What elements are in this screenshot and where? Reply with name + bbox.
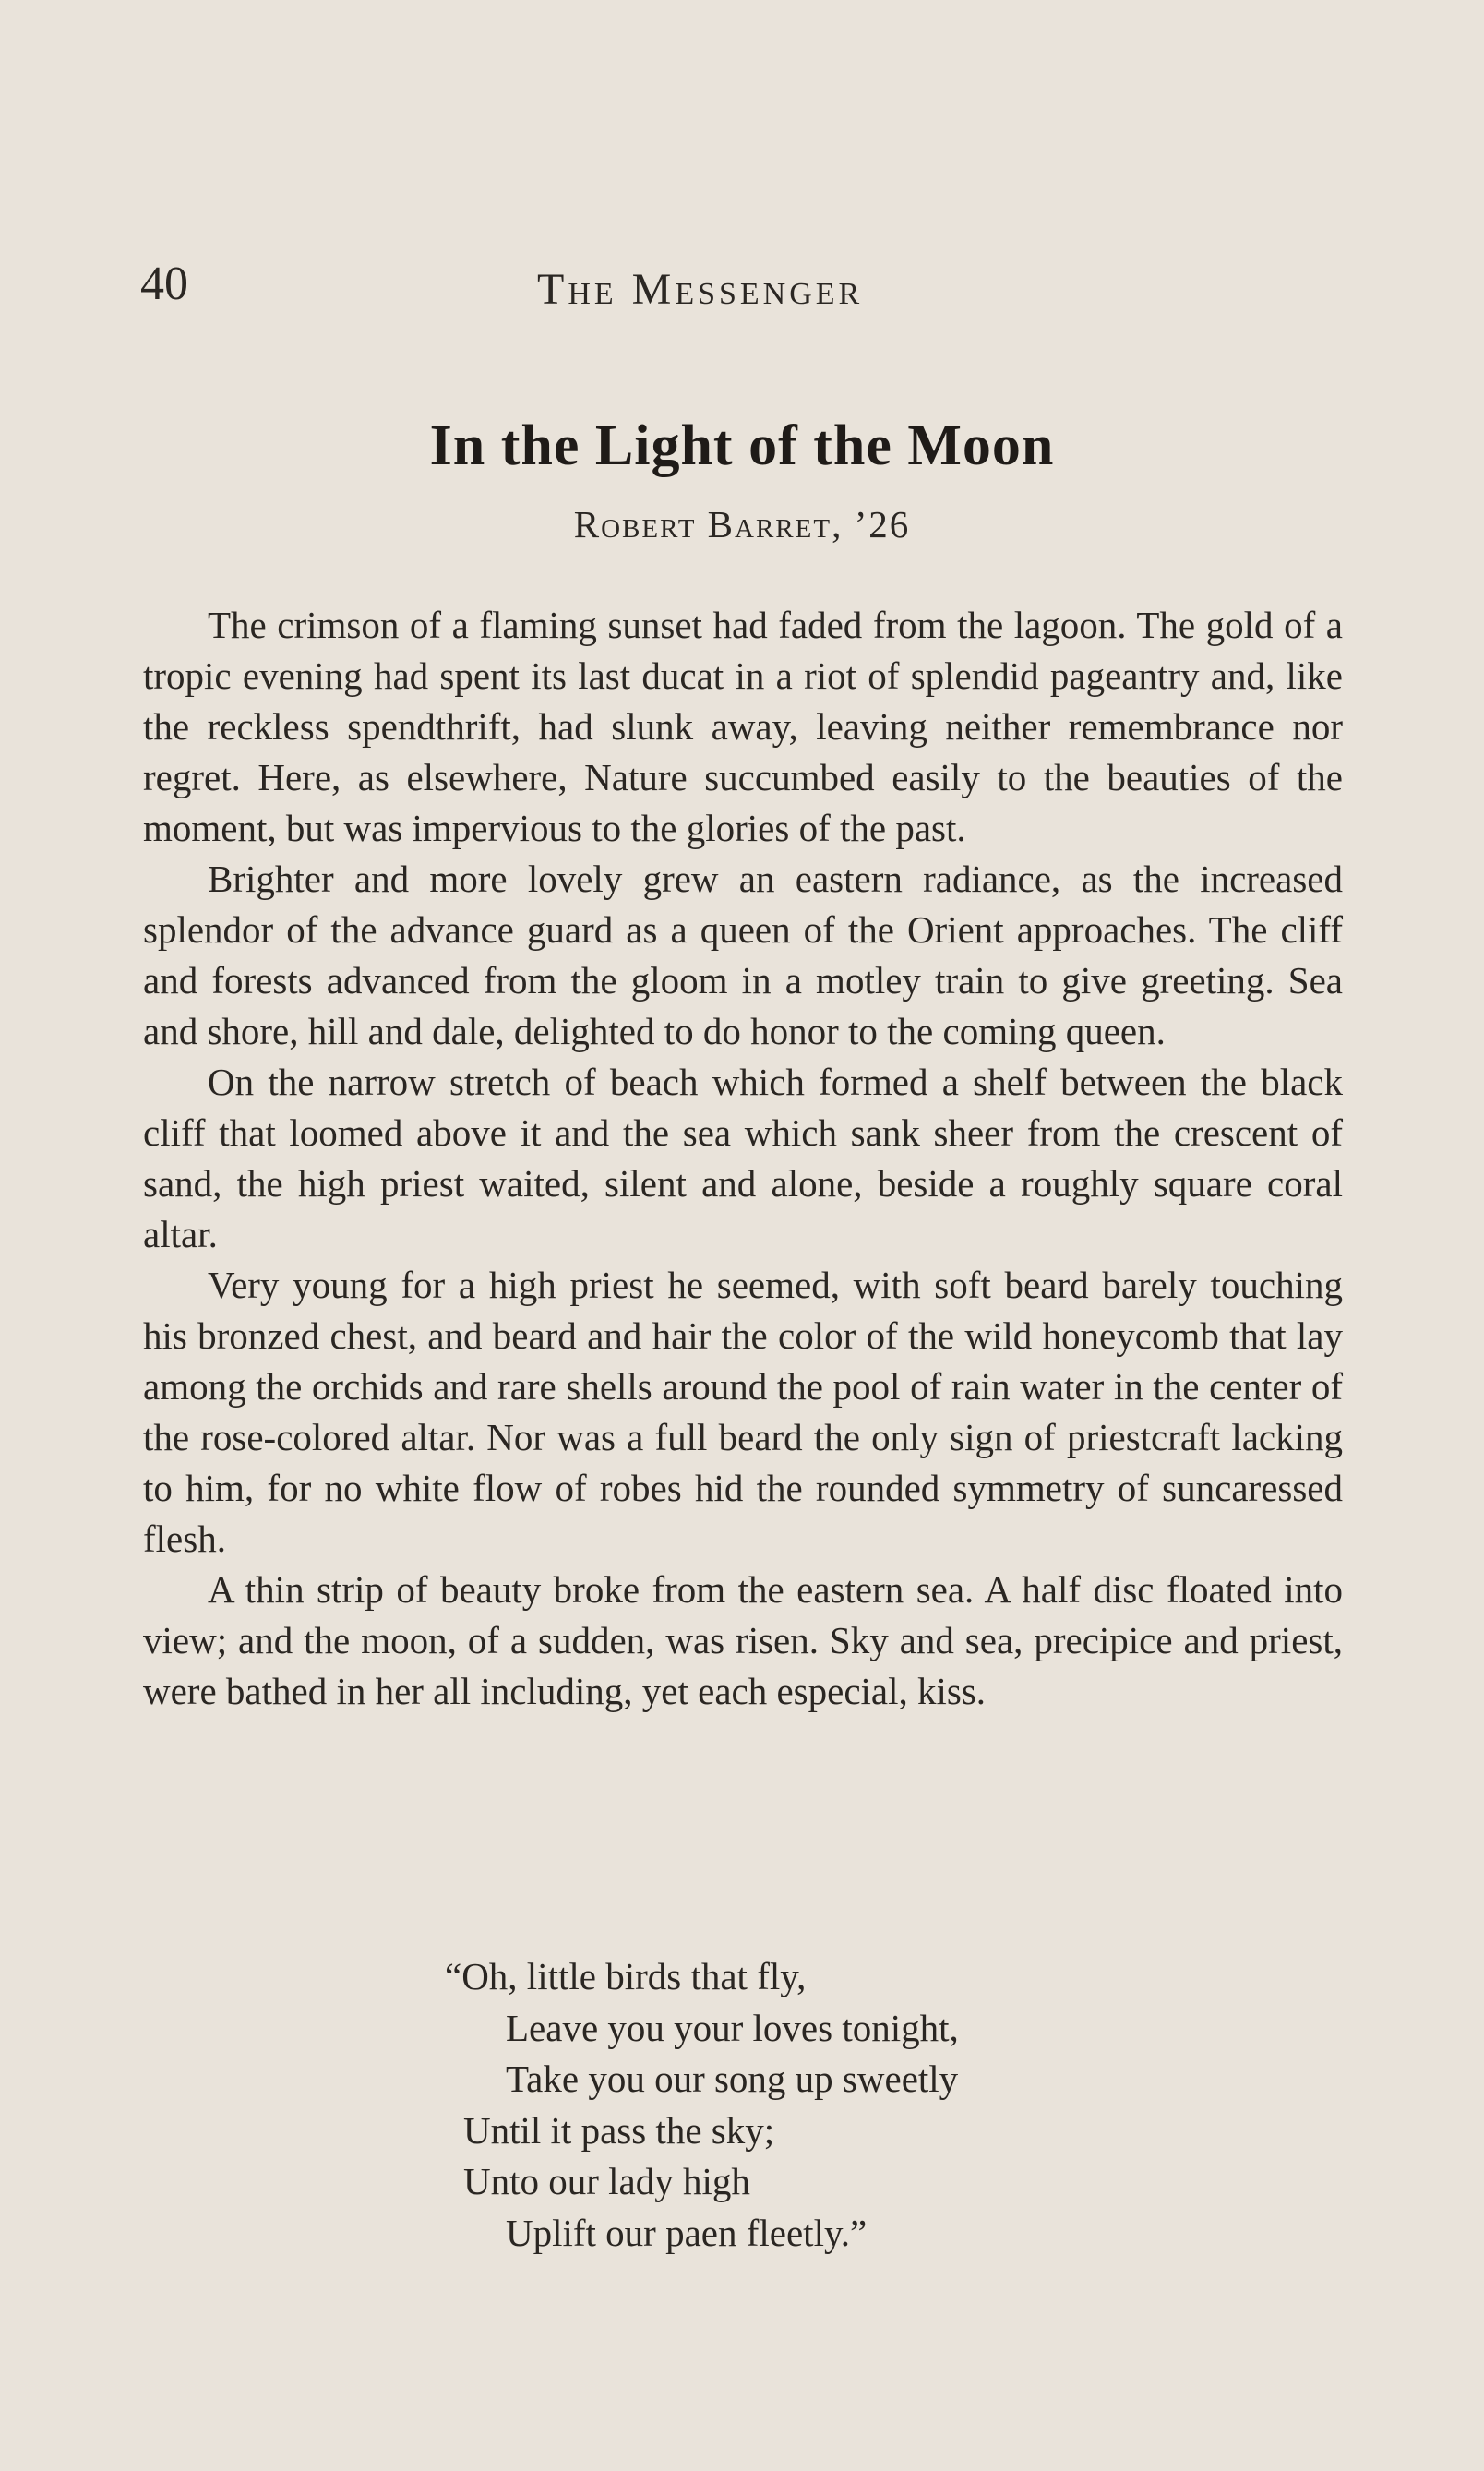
article-byline: Robert Barret, ’26 (573, 503, 911, 546)
poem-line: Until it pass the sky; (463, 2108, 775, 2152)
paragraph: A thin strip of beauty broke from the eastern sea. A half disc floated into view; and the moon, of a sudden, was risen. Sky and sea, precipice and priest, were bathed in her all including, yet each especial, kiss. (143, 1568, 1343, 1712)
poem-line: Leave you your loves tonight, (506, 2006, 959, 2049)
paragraph: Very young for a high priest he seemed, with soft beard barely touching his bronzed chest, and beard and hair the color of the wild honeycomb that lay among the orchids and rare shells around the pool of rain water in the center of the rose-colored altar. Nor was a full beard the only sign of priestcraft lacking to him, for no white flow of robes hid the rounded symmetry of suncaressed flesh. (143, 1264, 1343, 1560)
poem-line: Unto our lady high (463, 2160, 750, 2202)
poem-line: “Oh, little birds that fly, (445, 1955, 807, 1997)
article-body (143, 600, 1343, 1717)
poem-line: Uplift our paen fleetly.” (506, 2211, 868, 2254)
paragraph: On the narrow stretch of beach which formed a shelf between the black cliff that loomed above it and the sea which sank sheer from the crescent of sand, the high priest waited, silent and alone, beside a roughly square coral altar. (143, 1061, 1343, 1255)
paragraph: The crimson of a flaming sunset had faded from the lagoon. The gold of a tropic evening had spent its last ducat in a riot of splendid pageantry and, like the reckless spendthrift, had slunk away, leaving neither remembrance nor regret. Here, as elsewhere, Nature succumbed easily to the beauties of the moment, but was impervious to the glories of the past. (143, 604, 1343, 849)
article-title: In the Light of the Moon (429, 414, 1055, 477)
poem-stanza (445, 1951, 959, 2259)
paragraph: Brighter and more lovely grew an eastern radiance, as the increased splendor of the advance guard as a queen of the Orient approaches. The cliff and forests advanced from the gloom in a motley train to give greeting. Sea and shore, hill and dale, delighted to do honor to the coming queen. (143, 858, 1343, 1052)
page-number: 40 (140, 258, 188, 310)
running-head: The Messenger (537, 265, 864, 314)
poem-line: Take you our song up sweetly (506, 2057, 959, 2100)
